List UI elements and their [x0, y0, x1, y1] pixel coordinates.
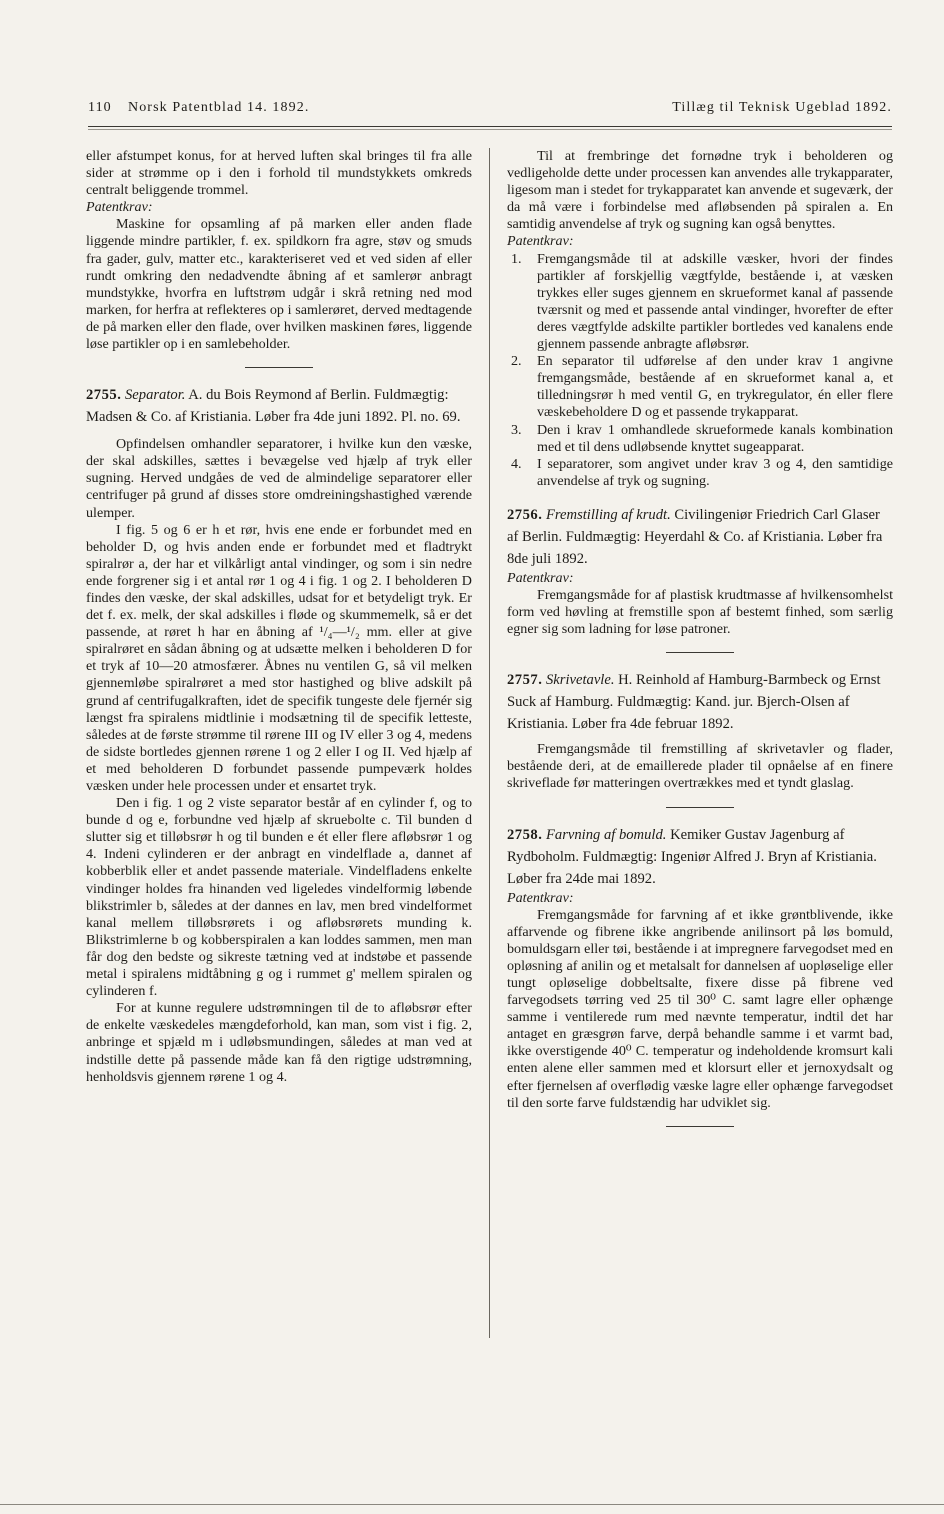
paragraph: Fremgangsmåde til fremstilling af skrivetavler og flader, bestående deri, at de emaillerede plader til opnåelse af en finere skriveflade før matteringen overtrækkes med et tyndt glaslag. [507, 741, 893, 792]
claim-text: En separator til udførelse af den under krav 1 angivne fremgangsmåde, bestående af en skrueformet kanal a, et tilledningsrør h med ventil G, en trykregulator, én eller flere væskebeholdere D og et passende trykapparat. [537, 353, 893, 421]
right-column [507, 148, 893, 1143]
paragraph: For at kunne regulere udstrømningen til de to afløbsrør efter de enkelte væskedeles mængdeforhold, kan man, som vist i fig. 2, anbringe et spjæld m i udløbsmundingen, således at man ved at indstille dette på passende måde kan få den rigtige udstrømning, henholdsvis gjennem rørene 1 og 4. [86, 1000, 472, 1085]
claim-item [507, 422, 893, 456]
entry-separator [666, 807, 734, 808]
claim-number: 4. [511, 455, 522, 472]
claim-number: 1. [511, 250, 522, 267]
patent-claims-heading: Patentkrav: [507, 233, 574, 250]
claim-text: Fremgangsmåde til at adskille væsker, hvori der findes partikler af forskjellig vægtfylde, bestående i, at væsken trykkes eller suges gjennem en skrueformet kanal af passende tværsnit og med et passende antal vindinger, hvorefter de efter deres vægtfylde adskilte partikler bortledes ved kanalens ende gjennem passende anbragte afløbsrør. [537, 250, 893, 353]
claim-item [507, 353, 893, 421]
claim-number: 2. [511, 353, 522, 370]
entry-number: 2757. [507, 672, 543, 689]
journal-title-right: Tillæg til Teknisk Ugeblad 1892. [672, 100, 892, 115]
entry-number: 2758. [507, 826, 543, 843]
running-header [88, 100, 892, 122]
claim-text: I separatorer, som angivet under krav 3 og 4, den samtidige anvendelse af tryk og sugning. [537, 455, 893, 489]
entry-details: H. Reinhold af Hamburg-Barmbeck og Ernst Suck af Hamburg. Fuldmægtig: Kand. jur. Bjerch-Olsen af Kristiania. Løber fra 4de februar 1892. [507, 672, 881, 733]
entry-number: 2755. [86, 387, 122, 404]
column-divider [489, 148, 490, 1338]
entry-title: Fremstilling af krudt. [546, 506, 671, 523]
patent-claims-heading: Patentkrav: [507, 889, 574, 906]
claim-text: Den i krav 1 omhandlede skrueformede kanals kombination med et til dens udløbsende knyttet sugeapparat. [537, 421, 893, 455]
entry-number: 2756. [507, 506, 543, 523]
entry-title: Separator. [125, 387, 186, 404]
journal-title-left: Norsk Patentblad 14. 1892. [128, 100, 310, 115]
paragraph: Opfindelsen omhandler separatorer, i hvilke kun den væske, der skal adskilles, sættes i bevægelse ved hjælp af tryk eller sugning. Herved undgåes de ved de almindelige separatorer eller centrifuger på grund af disses store omdreiningshastighed værende ulemper. [86, 436, 472, 521]
paragraph: Fremgangsmåde for farvning af et ikke grøntblivende, ikke affarvende og fibrene ikke angribende anilinsort på løs bomuld, bomuldsgarn eller tøi, bestående i at impregnere farvegodset med en opløsning af anilin og et metalsalt for dannelsen af uopløselige eller tungt opløselige dobbeltsalte, fixere disse på fibrene ved farvegodsets tørring ved 25 til 30⁰ C. samt lagre eller ophænge samme i ventilerede rum med nævnte temperatur, indtil det har antaget en græsgrøn farve, derpå behandle samme i et varmt bad, ikke overstigende 40⁰ C. temperatur og indeholdende kromsurt kali enten alene eller sammen med et klorsurt eller et jernoxydsalt og efter fjernelsen af overflødig væske lagre eller ophænge farvegodset til den sorte farve fuldstændig har udviklet sig. [507, 906, 893, 1111]
entry-details: Kemiker Gustav Jagenburg af Rydboholm. Fuldmægtig: Ingeniør Alfred J. Bryn af Kristiania. Løber fra 24de mai 1892. [507, 826, 877, 887]
entry-separator [666, 652, 734, 653]
entry-separator [666, 1126, 734, 1127]
entry-2756-heading [507, 504, 893, 570]
page-bottom-edge [0, 1504, 944, 1505]
entry-title: Skrivetavle. [546, 672, 615, 689]
patent-claims-heading: Patentkrav: [86, 199, 153, 216]
paragraph: eller afstumpet konus, for at herved luften skal bringes til fra alle sider at strømme op i den i forhold til mundstykkets omkreds centralt beliggende trommel. [86, 148, 472, 199]
claim-item [507, 251, 893, 354]
paragraph: Den i fig. 1 og 2 viste separator består af en cylinder f, og to bunde d og e, forbundne ved hjælp af skruebolte c. Til bunden d slutter sig et tilløbsrør h og til bunden e ét eller flere afløbsrør 1 og 4. Indeni cylinderen er der anbragt en vindelflade a, dannet af kobberblik eller et andet passende materiale. Vindelfladens enkelte vindinger holdes fra hinanden ved ligeledes vindelformig løbende blikstrimler b, således at der dannes en lav, men bred vindelformet kanal mellem tilløbsrørets i og afløbsrørets munding k. Blikstrimlerne b og kobberspiralen a kan loddes sammen, men man får dog den bedste og sikreste tætning ved at indstøbe et passende metal i spiralens midtåbning g og i rummet g' mellem spiralen og cylinderen f. [86, 795, 472, 1000]
entry-2758-heading [507, 824, 893, 890]
entry-separator [245, 367, 313, 368]
entry-title: Farvning af bomuld. [546, 826, 667, 843]
entry-2755-heading [86, 384, 472, 428]
header-rule [88, 126, 892, 127]
paragraph: Til at frembringe det fornødne tryk i beholderen og vedligeholde dette under processen kan anvendes alle trykapparater, ligesom man i stedet for trykapparatet kan anvende et sugeværk, der da må være i forbindelse med afløbsenden på spiralen a. En samtidig anvendelse af tryk og sugning kan også benyttes. [507, 148, 893, 233]
patent-claims-heading: Patentkrav: [507, 569, 574, 586]
left-column [86, 148, 472, 1086]
entry-details: Civilingeniør Friedrich Carl Glaser af Berlin. Fuldmægtig: Heyerdahl & Co. af Kristiania. Løber fra 8de juli 1892. [507, 506, 883, 567]
paragraph: Maskine for opsamling af på marken eller anden flade liggende mindre partikler, f. ex. spildkorn fra agre, støv og smuds fra gader, gulv, matter etc., karakteriseret ved et ved siden af eller rundt omkring den nedadvendte åbning af et samlerør anbragt mundstykke, hvorfra en luftstrøm udgår i skrå retning ned mod marken, for herfra at reflekteres op i samlerøret, derved medtagende de på marken eller den flade, over hvilken maskinen føres, liggende løse partikler op i en samlebeholder. [86, 216, 472, 353]
claim-number: 3. [511, 421, 522, 438]
paragraph: I fig. 5 og 6 er h et rør, hvis ene ende er forbundet med en beholder D, og hvis anden ende er forbundet med et fladtrykt spiralrør a, der har et vilkårligt antal vindinger, og som i sin nedre ende forgrener sig i et antal rør 1 og 4 i fig. 1 og 2. I beholderen D findes den væske, der skal adskilles, udsat for et betydeligt tryk. Er det f. ex. melk, der skal adskilles i fløde og skummemelk, så er det passende, at røret h har en åbning af ¹/₄—¹/₂ mm. eller at give spiralrøret en sådan åbning og at udsætte melken i beholderen D for et tryk af 10—20 atmosfærer. Åbnes nu ventilen G, så vil melken gjennemløbe spiralrøret a med stor hastighed og blive adskilt på grund af centrifugalkraften, idet de specifik tungeste dele fjernér sig længst fra spiralens midtlinie i modsætning til de specifik letteste, således at de første strømme til rørene III og IV eller 3 og 4, medens de sidste bortledes gjennen rørene 1 og 2 eller I og II. Ved hjælp af et med beholderen D forbundet passende pumpeværk holdes væsken under hele processen under et ensartet tryk. [86, 521, 472, 794]
entry-2757-heading [507, 669, 893, 735]
header-rule-thin [88, 129, 892, 130]
page-number: 110 [88, 100, 112, 115]
entry-details: A. du Bois Reymond af Berlin. Fuldmægtig: Madsen & Co. af Kristiania. Løber fra 4de juni 1892. Pl. no. 69. [86, 387, 461, 426]
claim-item [507, 456, 893, 490]
paragraph: Fremgangsmåde for af plastisk krudtmasse af hvilkensomhelst form ved høvling at fremstille spon af bestemt finhed, som særlig egner sig som ladning for løse patroner. [507, 586, 893, 638]
